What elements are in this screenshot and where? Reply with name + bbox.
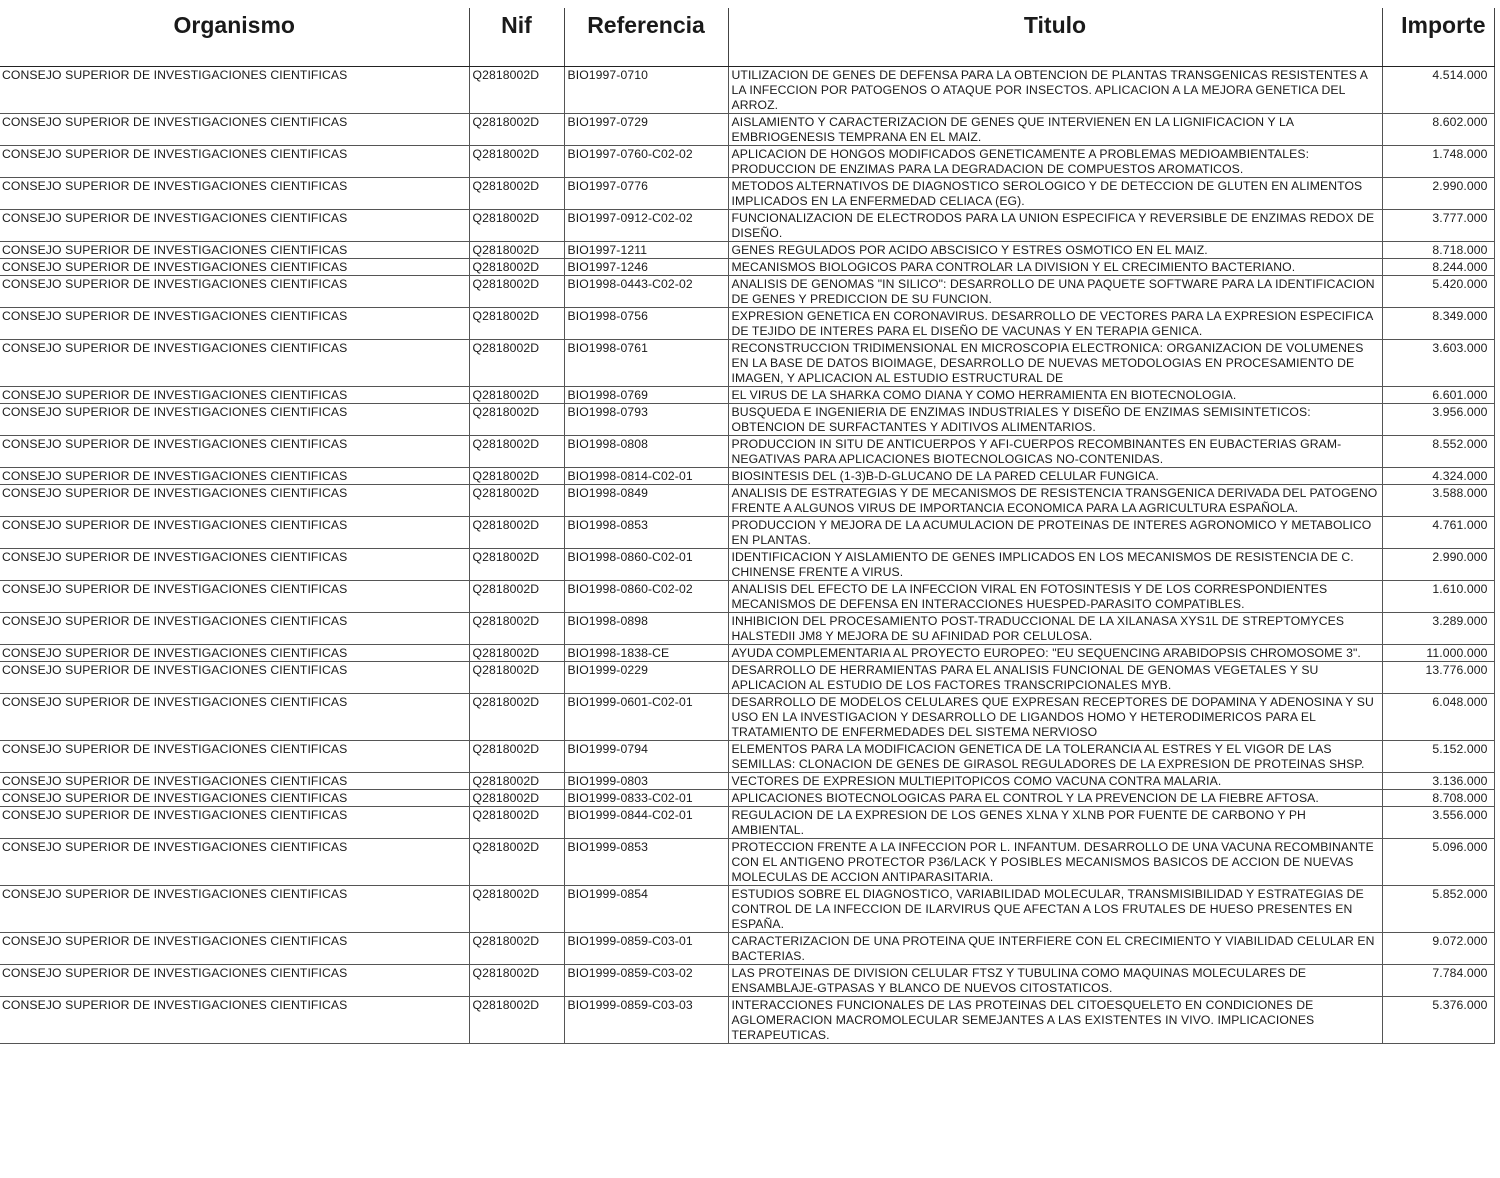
cell-titulo: ANALISIS DEL EFECTO DE LA INFECCION VIRAL EN FOTOSINTESIS Y DE LOS CORRESPONDIENTES MECANISMOS DE DEFENSA EN INTERACCIONES HUESPED-PARASITO COMPATIBLES. [728, 581, 1382, 613]
cell-importe: 4.324.000 [1382, 468, 1494, 485]
cell-organismo: CONSEJO SUPERIOR DE INVESTIGACIONES CIENTIFICAS [0, 645, 469, 662]
cell-importe: 2.990.000 [1382, 549, 1494, 581]
cell-nif: Q2818002D [469, 404, 564, 436]
cell-nif: Q2818002D [469, 807, 564, 839]
cell-organismo: CONSEJO SUPERIOR DE INVESTIGACIONES CIENTIFICAS [0, 178, 469, 210]
cell-importe: 8.602.000 [1382, 114, 1494, 146]
cell-referencia: BIO1998-0769 [564, 387, 728, 404]
table-row [0, 741, 1494, 773]
cell-importe: 7.784.000 [1382, 965, 1494, 997]
cell-titulo: CARACTERIZACION DE UNA PROTEINA QUE INTERFIERE CON EL CRECIMIENTO Y VIABILIDAD CELULAR EN BACTERIAS. [728, 933, 1382, 965]
table-row [0, 662, 1494, 694]
cell-titulo: INHIBICION DEL PROCESAMIENTO POST-TRADUCCIONAL DE LA XILANASA XYS1L DE STREPTOMYCES HALSTEDII JM8 Y MEJORA DE SU AFINIDAD POR CELULOSA. [728, 613, 1382, 645]
cell-titulo: ANALISIS DE GENOMAS "IN SILICO": DESARROLLO DE UNA PAQUETE SOFTWARE PARA LA IDENTIFICACION DE GENES Y PREDICCION DE SU FUNCION. [728, 276, 1382, 308]
header-organismo: Organismo [0, 8, 469, 67]
cell-importe: 8.708.000 [1382, 790, 1494, 807]
cell-titulo: EL VIRUS DE LA SHARKA COMO DIANA Y COMO HERRAMIENTA EN BIOTECNOLOGIA. [728, 387, 1382, 404]
cell-importe: 3.956.000 [1382, 404, 1494, 436]
table-row [0, 276, 1494, 308]
cell-nif: Q2818002D [469, 436, 564, 468]
cell-nif: Q2818002D [469, 933, 564, 965]
cell-organismo: CONSEJO SUPERIOR DE INVESTIGACIONES CIENTIFICAS [0, 404, 469, 436]
cell-importe: 6.601.000 [1382, 387, 1494, 404]
cell-nif: Q2818002D [469, 517, 564, 549]
cell-nif: Q2818002D [469, 645, 564, 662]
cell-organismo: CONSEJO SUPERIOR DE INVESTIGACIONES CIENTIFICAS [0, 790, 469, 807]
cell-titulo: MECANISMOS BIOLOGICOS PARA CONTROLAR LA DIVISION Y EL CRECIMIENTO BACTERIANO. [728, 259, 1382, 276]
cell-nif: Q2818002D [469, 485, 564, 517]
cell-nif: Q2818002D [469, 790, 564, 807]
cell-organismo: CONSEJO SUPERIOR DE INVESTIGACIONES CIENTIFICAS [0, 662, 469, 694]
cell-referencia: BIO1999-0859-C03-03 [564, 997, 728, 1044]
header-row [0, 8, 1494, 67]
cell-titulo: PRODUCCION Y MEJORA DE LA ACUMULACION DE PROTEINAS DE INTERES AGRONOMICO Y METABOLICO EN PLANTAS. [728, 517, 1382, 549]
table-row [0, 387, 1494, 404]
table-row [0, 581, 1494, 613]
cell-referencia: BIO1997-0776 [564, 178, 728, 210]
cell-referencia: BIO1998-0793 [564, 404, 728, 436]
cell-nif: Q2818002D [469, 308, 564, 340]
table-row [0, 468, 1494, 485]
cell-importe: 5.152.000 [1382, 741, 1494, 773]
cell-organismo: CONSEJO SUPERIOR DE INVESTIGACIONES CIENTIFICAS [0, 114, 469, 146]
cell-nif: Q2818002D [469, 694, 564, 741]
cell-nif: Q2818002D [469, 741, 564, 773]
table-row [0, 773, 1494, 790]
cell-titulo: ELEMENTOS PARA LA MODIFICACION GENETICA DE LA TOLERANCIA AL ESTRES Y EL VIGOR DE LAS SEMILLAS: CLONACION DE GENES DE GIRASOL REGULADORES DE LA EXPRESION DE PROTEINAS SHSP. [728, 741, 1382, 773]
cell-nif: Q2818002D [469, 146, 564, 178]
cell-importe: 5.096.000 [1382, 839, 1494, 886]
cell-organismo: CONSEJO SUPERIOR DE INVESTIGACIONES CIENTIFICAS [0, 436, 469, 468]
cell-referencia: BIO1998-0898 [564, 613, 728, 645]
cell-nif: Q2818002D [469, 276, 564, 308]
cell-titulo: PROTECCION FRENTE A LA INFECCION POR L. INFANTUM. DESARROLLO DE UNA VACUNA RECOMBINANTE CON EL ANTIGENO PROTECTOR P36/LACK Y POSIBLES MECANISMOS BASICOS DE ACCION DE NUEVAS MOLECULAS DE ACCION ANTIPARASITARIA. [728, 839, 1382, 886]
cell-nif: Q2818002D [469, 965, 564, 997]
cell-titulo: VECTORES DE EXPRESION MULTIEPITOPICOS COMO VACUNA CONTRA MALARIA. [728, 773, 1382, 790]
cell-titulo: PRODUCCION IN SITU DE ANTICUERPOS Y AFI-CUERPOS RECOMBINANTES EN EUBACTERIAS GRAM-NEGATIVAS PARA APLICACIONES BIOTECNOLOGICAS NO-CONTENIDAS. [728, 436, 1382, 468]
cell-importe: 1.748.000 [1382, 146, 1494, 178]
cell-importe: 4.761.000 [1382, 517, 1494, 549]
cell-importe: 9.072.000 [1382, 933, 1494, 965]
cell-nif: Q2818002D [469, 997, 564, 1044]
cell-nif: Q2818002D [469, 613, 564, 645]
table-body [0, 67, 1494, 1044]
cell-referencia: BIO1997-0710 [564, 67, 728, 114]
cell-referencia: BIO1999-0803 [564, 773, 728, 790]
cell-titulo: LAS PROTEINAS DE DIVISION CELULAR FTSZ Y TUBULINA COMO MAQUINAS MOLECULARES DE ENSAMBLAJE-GTPASAS Y BLANCO DE NUEVOS CITOSTATICOS. [728, 965, 1382, 997]
cell-nif: Q2818002D [469, 468, 564, 485]
cell-importe: 3.136.000 [1382, 773, 1494, 790]
cell-organismo: CONSEJO SUPERIOR DE INVESTIGACIONES CIENTIFICAS [0, 146, 469, 178]
cell-titulo: METODOS ALTERNATIVOS DE DIAGNOSTICO SEROLOGICO Y DE DETECCION DE GLUTEN EN ALIMENTOS IMPLICADOS EN LA ENFERMEDAD CELIACA (EG). [728, 178, 1382, 210]
cell-titulo: UTILIZACION DE GENES DE DEFENSA PARA LA OBTENCION DE PLANTAS TRANSGENICAS RESISTENTES A LA INFECCION POR PATOGENOS O ATAQUE POR INSECTOS. APLICACION A LA MEJORA GENETICA DEL ARROZ. [728, 67, 1382, 114]
cell-referencia: BIO1998-0860-C02-01 [564, 549, 728, 581]
cell-referencia: BIO1998-0443-C02-02 [564, 276, 728, 308]
table-row [0, 807, 1494, 839]
cell-referencia: BIO1999-0794 [564, 741, 728, 773]
cell-importe: 3.289.000 [1382, 613, 1494, 645]
cell-referencia: BIO1998-1838-CE [564, 645, 728, 662]
cell-organismo: CONSEJO SUPERIOR DE INVESTIGACIONES CIENTIFICAS [0, 67, 469, 114]
cell-titulo: BIOSINTESIS DEL (1-3)B-D-GLUCANO DE LA PARED CELULAR FUNGICA. [728, 468, 1382, 485]
cell-organismo: CONSEJO SUPERIOR DE INVESTIGACIONES CIENTIFICAS [0, 387, 469, 404]
table-row [0, 645, 1494, 662]
cell-organismo: CONSEJO SUPERIOR DE INVESTIGACIONES CIENTIFICAS [0, 308, 469, 340]
header-referencia: Referencia [564, 8, 728, 67]
cell-importe: 8.244.000 [1382, 259, 1494, 276]
cell-importe: 3.777.000 [1382, 210, 1494, 242]
table-row [0, 146, 1494, 178]
cell-importe: 5.852.000 [1382, 886, 1494, 933]
cell-organismo: CONSEJO SUPERIOR DE INVESTIGACIONES CIENTIFICAS [0, 517, 469, 549]
table-row [0, 965, 1494, 997]
cell-titulo: REGULACION DE LA EXPRESION DE LOS GENES XLNA Y XLNB POR FUENTE DE CARBONO Y PH AMBIENTAL. [728, 807, 1382, 839]
cell-organismo: CONSEJO SUPERIOR DE INVESTIGACIONES CIENTIFICAS [0, 485, 469, 517]
cell-referencia: BIO1999-0859-C03-02 [564, 965, 728, 997]
cell-nif: Q2818002D [469, 242, 564, 259]
table-row [0, 67, 1494, 114]
cell-referencia: BIO1999-0844-C02-01 [564, 807, 728, 839]
cell-titulo: EXPRESION GENETICA EN CORONAVIRUS. DESARROLLO DE VECTORES PARA LA EXPRESION ESPECIFICA DE TEJIDO DE INTERES PARA EL DISEÑO DE VACUNAS Y EN TERAPIA GENICA. [728, 308, 1382, 340]
table-row [0, 242, 1494, 259]
table-row [0, 436, 1494, 468]
cell-organismo: CONSEJO SUPERIOR DE INVESTIGACIONES CIENTIFICAS [0, 741, 469, 773]
cell-nif: Q2818002D [469, 581, 564, 613]
cell-organismo: CONSEJO SUPERIOR DE INVESTIGACIONES CIENTIFICAS [0, 965, 469, 997]
cell-importe: 8.349.000 [1382, 308, 1494, 340]
cell-titulo: BUSQUEDA E INGENIERIA DE ENZIMAS INDUSTRIALES Y DISEÑO DE ENZIMAS SEMISINTETICOS: OBTENCION DE SURFACTANTES Y ADITIVOS ALIMENTARIOS. [728, 404, 1382, 436]
cell-importe: 3.588.000 [1382, 485, 1494, 517]
cell-referencia: BIO1999-0854 [564, 886, 728, 933]
cell-titulo: APLICACION DE HONGOS MODIFICADOS GENETICAMENTE A PROBLEMAS MEDIOAMBIENTALES: PRODUCCION DE ENZIMAS PARA LA DEGRADACION DE COMPUESTOS AROMATICOS. [728, 146, 1382, 178]
cell-referencia: BIO1999-0853 [564, 839, 728, 886]
table-row [0, 210, 1494, 242]
cell-referencia: BIO1997-0760-C02-02 [564, 146, 728, 178]
cell-titulo: DESARROLLO DE MODELOS CELULARES QUE EXPRESAN RECEPTORES DE DOPAMINA Y ADENOSINA Y SU USO EN LA INVESTIGACION Y DESARROLLO DE LIGANDOS HOMO Y HETERODIMERICOS PARA EL TRATAMIENTO DE ENFERMEDADES DEL SISTEMA NERVIOSO [728, 694, 1382, 741]
cell-nif: Q2818002D [469, 67, 564, 114]
cell-importe: 6.048.000 [1382, 694, 1494, 741]
cell-organismo: CONSEJO SUPERIOR DE INVESTIGACIONES CIENTIFICAS [0, 259, 469, 276]
cell-organismo: CONSEJO SUPERIOR DE INVESTIGACIONES CIENTIFICAS [0, 933, 469, 965]
cell-importe: 5.376.000 [1382, 997, 1494, 1044]
table-row [0, 114, 1494, 146]
cell-titulo: IDENTIFICACION Y AISLAMIENTO DE GENES IMPLICADOS EN LOS MECANISMOS DE RESISTENCIA DE C. CHINENSE FRENTE A VIRUS. [728, 549, 1382, 581]
cell-titulo: RECONSTRUCCION TRIDIMENSIONAL EN MICROSCOPIA ELECTRONICA: ORGANIZACION DE VOLUMENES EN LA BASE DE DATOS BIOIMAGE, DESARROLLO DE NUEVAS METODOLOGIAS EN PROCESAMIENTO DE IMAGEN, Y APLICACION AL ESTUDIO ESTRUCTURAL DE [728, 340, 1382, 387]
cell-nif: Q2818002D [469, 210, 564, 242]
table-row [0, 308, 1494, 340]
table-row [0, 933, 1494, 965]
table-row [0, 790, 1494, 807]
table-row [0, 340, 1494, 387]
cell-organismo: CONSEJO SUPERIOR DE INVESTIGACIONES CIENTIFICAS [0, 549, 469, 581]
cell-referencia: BIO1999-0859-C03-01 [564, 933, 728, 965]
cell-referencia: BIO1997-1211 [564, 242, 728, 259]
cell-organismo: CONSEJO SUPERIOR DE INVESTIGACIONES CIENTIFICAS [0, 886, 469, 933]
cell-titulo: DESARROLLO DE HERRAMIENTAS PARA EL ANALISIS FUNCIONAL DE GENOMAS VEGETALES Y SU APLICACION AL ESTUDIO DE LOS FACTORES TRANSCRIPCIONALES MYB. [728, 662, 1382, 694]
cell-referencia: BIO1998-0849 [564, 485, 728, 517]
header-titulo: Titulo [728, 8, 1382, 67]
cell-organismo: CONSEJO SUPERIOR DE INVESTIGACIONES CIENTIFICAS [0, 807, 469, 839]
table-row [0, 839, 1494, 886]
cell-organismo: CONSEJO SUPERIOR DE INVESTIGACIONES CIENTIFICAS [0, 581, 469, 613]
cell-organismo: CONSEJO SUPERIOR DE INVESTIGACIONES CIENTIFICAS [0, 242, 469, 259]
cell-nif: Q2818002D [469, 340, 564, 387]
cell-titulo: FUNCIONALIZACION DE ELECTRODOS PARA LA UNION ESPECIFICA Y REVERSIBLE DE ENZIMAS REDOX DE DISEÑO. [728, 210, 1382, 242]
cell-importe: 2.990.000 [1382, 178, 1494, 210]
cell-referencia: BIO1998-0808 [564, 436, 728, 468]
cell-organismo: CONSEJO SUPERIOR DE INVESTIGACIONES CIENTIFICAS [0, 340, 469, 387]
cell-nif: Q2818002D [469, 387, 564, 404]
cell-referencia: BIO1998-0756 [564, 308, 728, 340]
table-row [0, 613, 1494, 645]
cell-referencia: BIO1998-0814-C02-01 [564, 468, 728, 485]
cell-referencia: BIO1997-1246 [564, 259, 728, 276]
cell-organismo: CONSEJO SUPERIOR DE INVESTIGACIONES CIENTIFICAS [0, 210, 469, 242]
table-row [0, 485, 1494, 517]
cell-titulo: AYUDA COMPLEMENTARIA AL PROYECTO EUROPEO: "EU SEQUENCING ARABIDOPSIS CHROMOSOME 3". [728, 645, 1382, 662]
cell-titulo: ESTUDIOS SOBRE EL DIAGNOSTICO, VARIABILIDAD MOLECULAR, TRANSMISIBILIDAD Y ESTRATEGIAS DE CONTROL DE LA INFECCION DE ILARVIRUS QUE AFECTAN A LOS FRUTALES DE HUESO PRESENTES EN ESPAÑA. [728, 886, 1382, 933]
cell-organismo: CONSEJO SUPERIOR DE INVESTIGACIONES CIENTIFICAS [0, 694, 469, 741]
cell-referencia: BIO1999-0229 [564, 662, 728, 694]
cell-nif: Q2818002D [469, 259, 564, 276]
cell-importe: 1.610.000 [1382, 581, 1494, 613]
cell-titulo: ANALISIS DE ESTRATEGIAS Y DE MECANISMOS DE RESISTENCIA TRANSGENICA DERIVADA DEL PATOGENO FRENTE A ALGUNOS VIRUS DE IMPORTANCIA ECONOMICA PARA LA AGRICULTURA ESPAÑOLA. [728, 485, 1382, 517]
cell-nif: Q2818002D [469, 549, 564, 581]
cell-referencia: BIO1999-0601-C02-01 [564, 694, 728, 741]
table-row [0, 517, 1494, 549]
cell-referencia: BIO1997-0912-C02-02 [564, 210, 728, 242]
cell-importe: 8.718.000 [1382, 242, 1494, 259]
cell-nif: Q2818002D [469, 839, 564, 886]
table-row [0, 178, 1494, 210]
cell-titulo: AISLAMIENTO Y CARACTERIZACION DE GENES QUE INTERVIENEN EN LA LIGNIFICACION Y LA EMBRIOGENESIS TEMPRANA EN EL MAIZ. [728, 114, 1382, 146]
cell-organismo: CONSEJO SUPERIOR DE INVESTIGACIONES CIENTIFICAS [0, 468, 469, 485]
cell-referencia: BIO1997-0729 [564, 114, 728, 146]
cell-importe: 13.776.000 [1382, 662, 1494, 694]
cell-nif: Q2818002D [469, 662, 564, 694]
cell-referencia: BIO1998-0860-C02-02 [564, 581, 728, 613]
cell-titulo: APLICACIONES BIOTECNOLOGICAS PARA EL CONTROL Y LA PREVENCION DE LA FIEBRE AFTOSA. [728, 790, 1382, 807]
table-row [0, 997, 1494, 1044]
cell-importe: 4.514.000 [1382, 67, 1494, 114]
cell-nif: Q2818002D [469, 773, 564, 790]
cell-importe: 8.552.000 [1382, 436, 1494, 468]
cell-nif: Q2818002D [469, 178, 564, 210]
table-row [0, 404, 1494, 436]
cell-importe: 3.556.000 [1382, 807, 1494, 839]
cell-organismo: CONSEJO SUPERIOR DE INVESTIGACIONES CIENTIFICAS [0, 276, 469, 308]
cell-organismo: CONSEJO SUPERIOR DE INVESTIGACIONES CIENTIFICAS [0, 997, 469, 1044]
header-importe: Importe [1382, 8, 1494, 67]
cell-nif: Q2818002D [469, 886, 564, 933]
grants-table [0, 8, 1495, 1044]
header-nif: Nif [469, 8, 564, 67]
table-row [0, 886, 1494, 933]
cell-titulo: INTERACCIONES FUNCIONALES DE LAS PROTEINAS DEL CITOESQUELETO EN CONDICIONES DE AGLOMERACION MACROMOLECULAR SEMEJANTES A LAS EXISTENTES IN VIVO. IMPLICACIONES TERAPEUTICAS. [728, 997, 1382, 1044]
cell-referencia: BIO1999-0833-C02-01 [564, 790, 728, 807]
cell-organismo: CONSEJO SUPERIOR DE INVESTIGACIONES CIENTIFICAS [0, 613, 469, 645]
cell-importe: 11.000.000 [1382, 645, 1494, 662]
table-row [0, 549, 1494, 581]
cell-importe: 3.603.000 [1382, 340, 1494, 387]
table-row [0, 259, 1494, 276]
table-header [0, 8, 1494, 67]
cell-referencia: BIO1998-0761 [564, 340, 728, 387]
cell-importe: 5.420.000 [1382, 276, 1494, 308]
cell-organismo: CONSEJO SUPERIOR DE INVESTIGACIONES CIENTIFICAS [0, 773, 469, 790]
cell-referencia: BIO1998-0853 [564, 517, 728, 549]
cell-titulo: GENES REGULADOS POR ACIDO ABSCISICO Y ESTRES OSMOTICO EN EL MAIZ. [728, 242, 1382, 259]
cell-organismo: CONSEJO SUPERIOR DE INVESTIGACIONES CIENTIFICAS [0, 839, 469, 886]
table-row [0, 694, 1494, 741]
cell-nif: Q2818002D [469, 114, 564, 146]
